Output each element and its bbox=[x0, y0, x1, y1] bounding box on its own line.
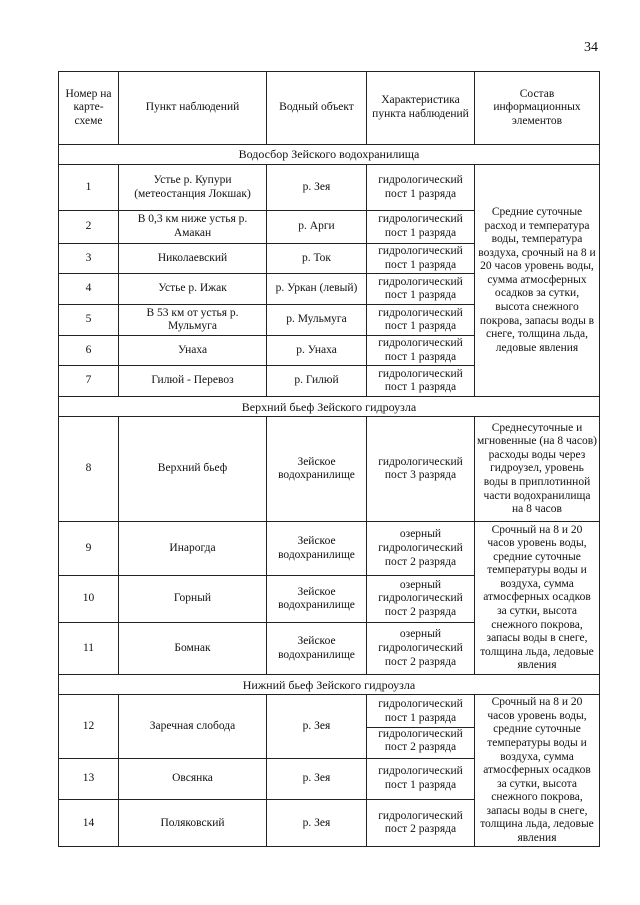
row-point: Гилюй - Перевоз bbox=[119, 366, 267, 397]
row-water-object: р. Зея bbox=[267, 695, 367, 759]
row-water-object: р. Унаха bbox=[267, 336, 367, 366]
row-number: 6 bbox=[59, 336, 119, 366]
row-point: Бомнак bbox=[119, 623, 267, 675]
header-characteristic: Характеристика пункта наблюдений bbox=[367, 72, 475, 145]
row-point: Заречная слобода bbox=[119, 695, 267, 759]
row-point: Поляковский bbox=[119, 800, 267, 847]
table-row bbox=[59, 417, 600, 522]
row-number: 9 bbox=[59, 522, 119, 576]
row-point: Горный bbox=[119, 576, 267, 623]
row-number: 13 bbox=[59, 758, 119, 800]
header-water-object: Водный объект bbox=[267, 72, 367, 145]
header-info-elements: Состав информационных элементов bbox=[475, 72, 600, 145]
row-characteristic: гидрологический пост 1 разряда bbox=[367, 165, 475, 211]
table-row bbox=[59, 695, 600, 759]
section-title: Верхний бьеф Зейского гидроузла bbox=[59, 397, 600, 417]
section-row bbox=[59, 397, 600, 417]
row-characteristic: гидрологический пост 1 разряда bbox=[367, 305, 475, 336]
row-water-object: Зейское водохранилище bbox=[267, 623, 367, 675]
row-water-object: Зейское водохранилище bbox=[267, 522, 367, 576]
header-point: Пункт наблюдений bbox=[119, 72, 267, 145]
row-water-object: р. Зея bbox=[267, 800, 367, 847]
section-row bbox=[59, 145, 600, 165]
row-characteristic: гидрологический пост 1 разряда bbox=[367, 336, 475, 366]
row-number: 14 bbox=[59, 800, 119, 847]
row-characteristic: гидрологический пост 1 разряда bbox=[367, 211, 475, 244]
row-characteristic: озерный гидрологический пост 2 разряда bbox=[367, 522, 475, 576]
row-water-object: р. Уркан (левый) bbox=[267, 274, 367, 305]
observation-points-table bbox=[58, 71, 600, 847]
row-water-object: р. Арги bbox=[267, 211, 367, 244]
table-row bbox=[59, 165, 600, 211]
row-number: 7 bbox=[59, 366, 119, 397]
row-characteristic: озерный гидрологический пост 2 разряда bbox=[367, 576, 475, 623]
info-elements-cell: Средние суточные расход и температура воды, температура воздуха, срочный на 8 и 20 часов уровень воды, сумма атмосферных осадков за сутки, высота снежного покрова, запасы воды в снеге, толщина льда, ледовые явления bbox=[475, 165, 600, 397]
row-point: В 0,3 км ниже устья р. Амакан bbox=[119, 211, 267, 244]
row-point: Унаха bbox=[119, 336, 267, 366]
row-point: Устье р. Ижак bbox=[119, 274, 267, 305]
row-water-object: Зейское водохранилище bbox=[267, 576, 367, 623]
row-characteristic: гидрологический пост 2 разряда bbox=[367, 800, 475, 847]
section-title: Нижний бьеф Зейского гидроузла bbox=[59, 675, 600, 695]
row-point: В 53 км от устья р. Мульмуга bbox=[119, 305, 267, 336]
table-header-row bbox=[59, 72, 600, 145]
row-number: 10 bbox=[59, 576, 119, 623]
row-characteristic: гидрологический пост 1 разряда bbox=[367, 366, 475, 397]
row-water-object: р. Зея bbox=[267, 165, 367, 211]
row-number: 4 bbox=[59, 274, 119, 305]
row-water-object: Зейское водохранилище bbox=[267, 417, 367, 522]
row-water-object: р. Ток bbox=[267, 244, 367, 274]
row-water-object: р. Мульмуга bbox=[267, 305, 367, 336]
row-water-object: р. Гилюй bbox=[267, 366, 367, 397]
row-characteristic: озерный гидрологический пост 2 разряда bbox=[367, 623, 475, 675]
row-number: 5 bbox=[59, 305, 119, 336]
row-point: Инарогда bbox=[119, 522, 267, 576]
row-number: 12 bbox=[59, 695, 119, 759]
row-characteristic: гидрологический пост 1 разряда bbox=[367, 274, 475, 305]
row-water-object: р. Зея bbox=[267, 758, 367, 800]
characteristic-part: гидрологический пост 1 разряда bbox=[367, 698, 474, 727]
row-point: Верхний бьеф bbox=[119, 417, 267, 522]
info-elements-cell: Срочный на 8 и 20 часов уровень воды, средние суточные температуры воды и воздуха, сумма атмосферных осадков за сутки, высота снежного покрова, запасы воды в снеге, толщина льда, ледовые явления bbox=[475, 695, 600, 847]
section-title: Водосбор Зейского водохранилища bbox=[59, 145, 600, 165]
row-number: 11 bbox=[59, 623, 119, 675]
header-number: Номер на карте-схеме bbox=[59, 72, 119, 145]
info-elements-cell: Срочный на 8 и 20 часов уровень воды, средние суточные температуры воды и воздуха, сумма атмосферных осадков за сутки, высота снежного покрова, запасы воды в снеге, толщина льда, ледовые явления bbox=[475, 522, 600, 675]
info-elements-cell: Среднесуточные и мгновенные (на 8 часов) расходы воды через гидроузел, уровень воды в приплотинной части водохранилища на 8 часов bbox=[475, 417, 600, 522]
table-row bbox=[59, 522, 600, 576]
row-number: 3 bbox=[59, 244, 119, 274]
row-number: 2 bbox=[59, 211, 119, 244]
row-number: 1 bbox=[59, 165, 119, 211]
row-point: Николаевский bbox=[119, 244, 267, 274]
characteristic-part: гидрологический пост 2 разряда bbox=[378, 727, 463, 754]
row-characteristic bbox=[367, 695, 475, 759]
section-row bbox=[59, 675, 600, 695]
page-number: 34 bbox=[584, 40, 598, 55]
row-characteristic: гидрологический пост 1 разряда bbox=[367, 244, 475, 274]
row-characteristic: гидрологический пост 3 разряда bbox=[367, 417, 475, 522]
row-number: 8 bbox=[59, 417, 119, 522]
row-characteristic: гидрологический пост 1 разряда bbox=[367, 758, 475, 800]
row-point: Устье р. Купури (метеостанция Локшак) bbox=[119, 165, 267, 211]
row-point: Овсянка bbox=[119, 758, 267, 800]
